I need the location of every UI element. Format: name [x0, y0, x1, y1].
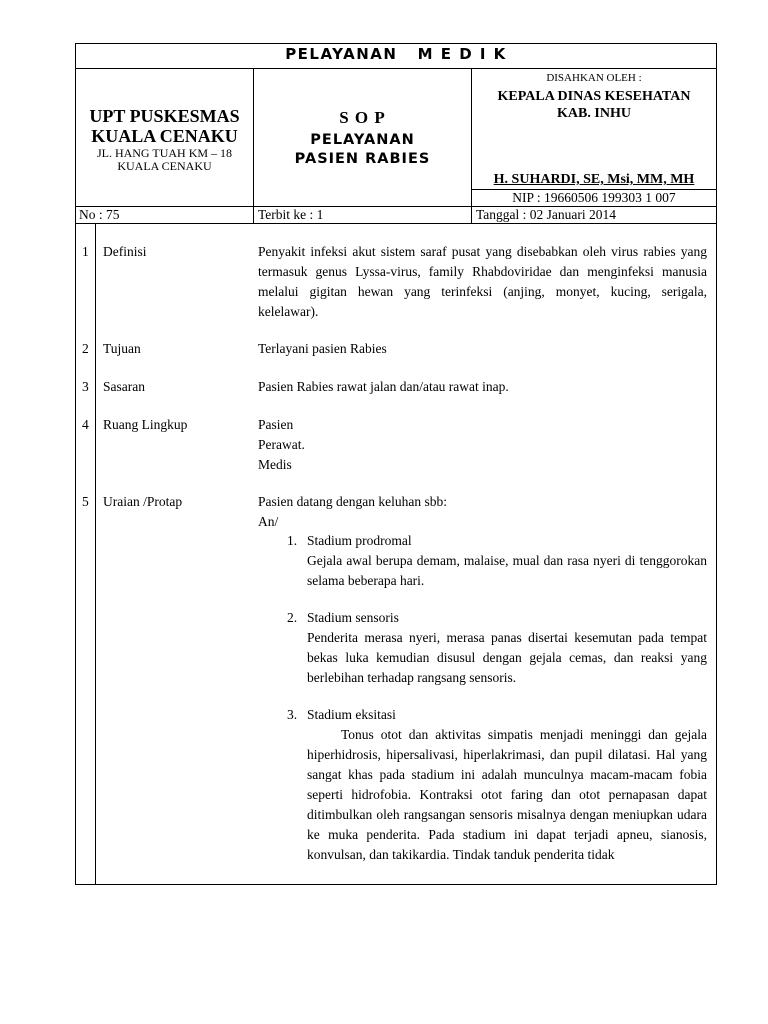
definisi-text: Penyakit infeksi akut sistem saraf pusat yang disebabkan oleh virus rabies yang termasuk genus Lyssa-virus, family Rhabdoviridae dan menginfeksi manusia melalui gigitan hewan yang terinfeksi (anjing, monyet, kucing, serigala, kelelawar).: [258, 244, 707, 319]
approval-label: DISAHKAN OLEH :: [546, 72, 642, 84]
stage-text: Penderita merasa nyeri, merasa panas disertai kesemutan pada tempat bekas luka kemudian disusul dengan gejala cemas, dan reaksi yang berlebihan terhadap rangsang sensoris.: [307, 630, 707, 685]
stage-number: 2.: [287, 610, 298, 625]
section-label-ruang-lingkup: Ruang Lingkup: [103, 417, 188, 432]
stage-3: [287, 705, 707, 865]
stage-2: [287, 608, 707, 688]
approval-position-line1: KEPALA DINAS KESEHATAN: [497, 89, 691, 104]
sop-label: S O P: [339, 108, 386, 127]
stage-number: 3.: [287, 707, 298, 722]
section-label-definisi: Definisi: [103, 244, 147, 259]
org-address-line2: KUALA CENAKU: [117, 159, 212, 173]
col-divider-number: [95, 223, 96, 885]
approval-position-line2: KAB. INHU: [557, 106, 631, 121]
table-border-top: [75, 43, 717, 44]
org-address: [76, 147, 253, 173]
table-border-bottom: [75, 884, 717, 885]
org-name-line1: UPT PUSKESMAS: [89, 106, 240, 126]
issue-number: Terbit ke : 1: [258, 207, 324, 222]
org-name-line2: KUALA CENAKU: [91, 126, 238, 146]
sop-title-line2: PASIEN RABIES: [294, 151, 431, 167]
section-number-5: 5: [82, 494, 89, 509]
stage-1: [287, 531, 707, 591]
meta-row-divider: [75, 223, 717, 224]
stage-text: Gejala awal berupa demam, malaise, mual dan rasa nyeri di tenggorokan selama beberapa hari.: [307, 553, 707, 588]
section-label-uraian: Uraian /Protap: [103, 494, 183, 509]
section-number-1: 1: [82, 244, 89, 259]
stage-title: Stadium prodromal: [307, 533, 412, 548]
ruang-lingkup-list: [258, 415, 707, 475]
stage-title: Stadium eksitasi: [307, 707, 396, 722]
uraian-intro: [258, 492, 707, 532]
approval-name: H. SUHARDI, SE, Msi, MM, MH: [493, 172, 695, 187]
org-name: [76, 106, 253, 146]
approval-position: [472, 88, 716, 122]
sasaran-text: Pasien Rabies rawat jalan dan/atau rawat inap.: [258, 379, 509, 394]
uraian-intro-text: Pasien datang dengan keluhan sbb:: [258, 494, 447, 509]
section-number-4: 4: [82, 417, 89, 432]
sop-title: [254, 131, 471, 169]
section-number-2: 2: [82, 341, 89, 356]
stage-text: Tonus otot dan aktivitas simpatis menjadi meninggi dan gejala hiperhidrosis, hipersalivasi, hiperlakrimasi, dan pupil dilatasi. Hal yang sangat khas pada stadium ini adalah munculnya macam-macam fobia seperti hidrofobia. Kontraksi otot faring dan otot pernapasan dapat ditimbulkan oleh rangsangan sensoris misalnya dengan meniupkan udara ke muka penderita. Pada stadium ini dapat terjadi apneu, sianosis, konvulsan, dan takikardia. Tindak tanduk penderita tidak: [307, 727, 707, 862]
stage-title: Stadium sensoris: [307, 610, 399, 625]
doc-number: No : 75: [79, 207, 120, 222]
ruang-lingkup-item: Pasien: [258, 417, 294, 432]
table-border-right: [716, 43, 717, 885]
sop-title-line1: PELAYANAN: [310, 132, 415, 148]
ruang-lingkup-item: Perawat.: [258, 437, 305, 452]
approval-nip: NIP : 19660506 199303 1 007: [512, 190, 676, 205]
section-label-sasaran: Sasaran: [103, 379, 145, 394]
issue-date: Tanggal : 02 Januari 2014: [476, 207, 617, 222]
section-label-tujuan: Tujuan: [103, 341, 141, 356]
org-address-line1: JL. HANG TUAH KM – 18: [96, 146, 233, 160]
title-row-divider: [75, 68, 717, 69]
document-title: PELAYANAN M E D I K: [285, 45, 507, 63]
stage-number: 1.: [287, 533, 298, 548]
section-number-3: 3: [82, 379, 89, 394]
tujuan-text: Terlayani pasien Rabies: [258, 341, 387, 356]
uraian-sub-label: An/: [258, 514, 279, 529]
header-row-divider: [75, 206, 717, 207]
ruang-lingkup-item: Medis: [258, 457, 292, 472]
